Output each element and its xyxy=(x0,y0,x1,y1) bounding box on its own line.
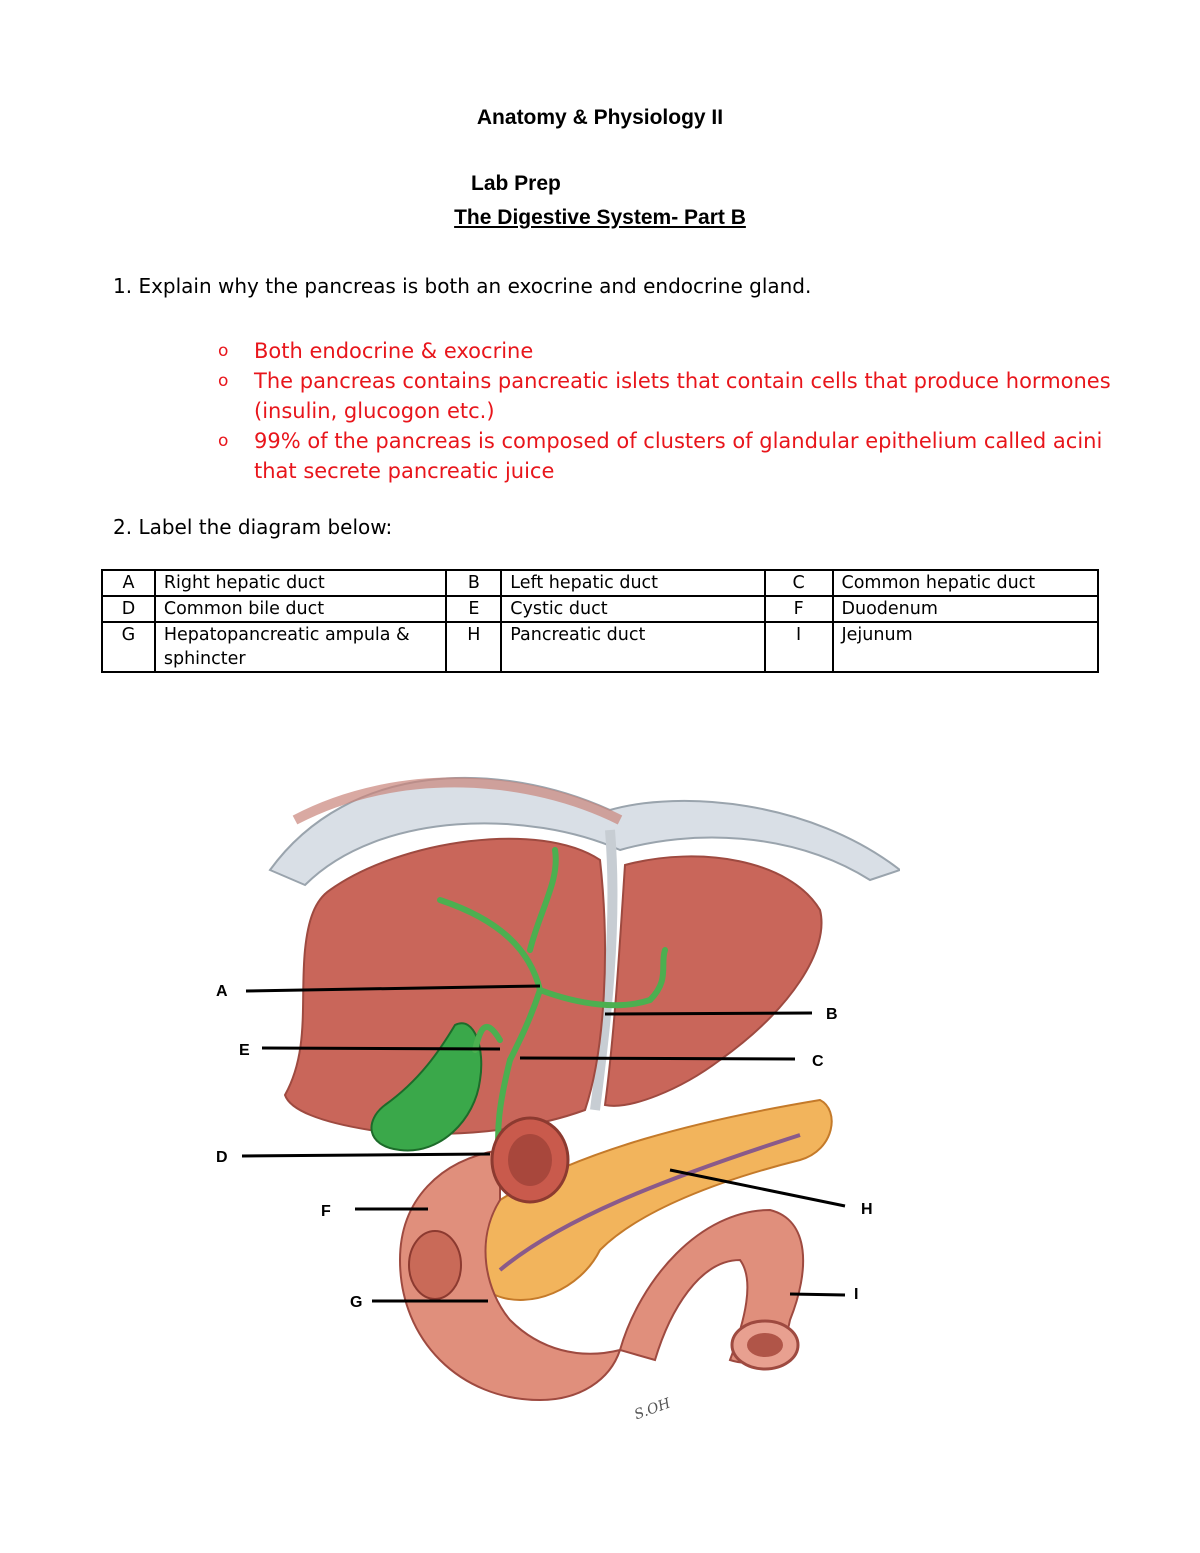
table-row xyxy=(102,622,1098,672)
label-b: B xyxy=(826,1006,838,1023)
table-cell: Jejunum xyxy=(833,622,1099,672)
label-d: D xyxy=(216,1149,228,1166)
label-i: I xyxy=(854,1286,859,1303)
table-cell: I xyxy=(765,622,833,672)
bullet-icon: o xyxy=(218,341,229,361)
table-row xyxy=(102,596,1098,622)
table-cell: Pancreatic duct xyxy=(501,622,764,672)
topic-title: The Digestive System- Part B xyxy=(454,206,746,229)
label-h: H xyxy=(861,1201,873,1218)
label-c: C xyxy=(812,1053,824,1070)
label-table xyxy=(101,569,1099,673)
table-row xyxy=(102,570,1098,596)
liver-left-lobe xyxy=(605,856,822,1105)
answer-item: o Both endocrine & exocrine xyxy=(218,336,1118,366)
table-cell: Duodenum xyxy=(833,596,1099,622)
bullet-icon: o xyxy=(218,431,229,451)
table-cell: B xyxy=(446,570,501,596)
table-cell: Common hepatic duct xyxy=(833,570,1099,596)
question-1: 1. Explain why the pancreas is both an exocrine and endocrine gland. xyxy=(113,274,812,298)
digestive-diagram xyxy=(200,750,900,1450)
table-cell: Cystic duct xyxy=(501,596,764,622)
table-cell: Common bile duct xyxy=(155,596,447,622)
table-cell: F xyxy=(765,596,833,622)
answer-item: o The pancreas contains pancreatic islets that contain cells that produce hormones (insulin, glucogon etc.) xyxy=(218,366,1118,426)
bullet-icon: o xyxy=(218,371,229,391)
course-title: Anatomy & Physiology II xyxy=(476,106,724,129)
table-cell: C xyxy=(765,570,833,596)
lab-prep-title: Lab Prep xyxy=(471,172,561,195)
table-cell: E xyxy=(446,596,501,622)
label-f: F xyxy=(321,1203,331,1220)
label-e: E xyxy=(239,1042,250,1059)
table-cell: Right hepatic duct xyxy=(155,570,447,596)
table-cell: G xyxy=(102,622,155,672)
answer-list xyxy=(218,336,1118,486)
table-cell: H xyxy=(446,622,501,672)
table-cell: Hepatopancreatic ampula & sphincter xyxy=(155,622,447,672)
answer-item: o 99% of the pancreas is composed of clusters of glandular epithelium called acini that secrete pancreatic juice xyxy=(218,426,1118,486)
table-cell: A xyxy=(102,570,155,596)
label-g: G xyxy=(350,1294,363,1311)
table-cell: Left hepatic duct xyxy=(501,570,764,596)
table-cell: D xyxy=(102,596,155,622)
artist-signature: S.OH xyxy=(632,1395,673,1424)
question-2: 2. Label the diagram below: xyxy=(113,515,393,539)
label-a: A xyxy=(216,983,228,1000)
